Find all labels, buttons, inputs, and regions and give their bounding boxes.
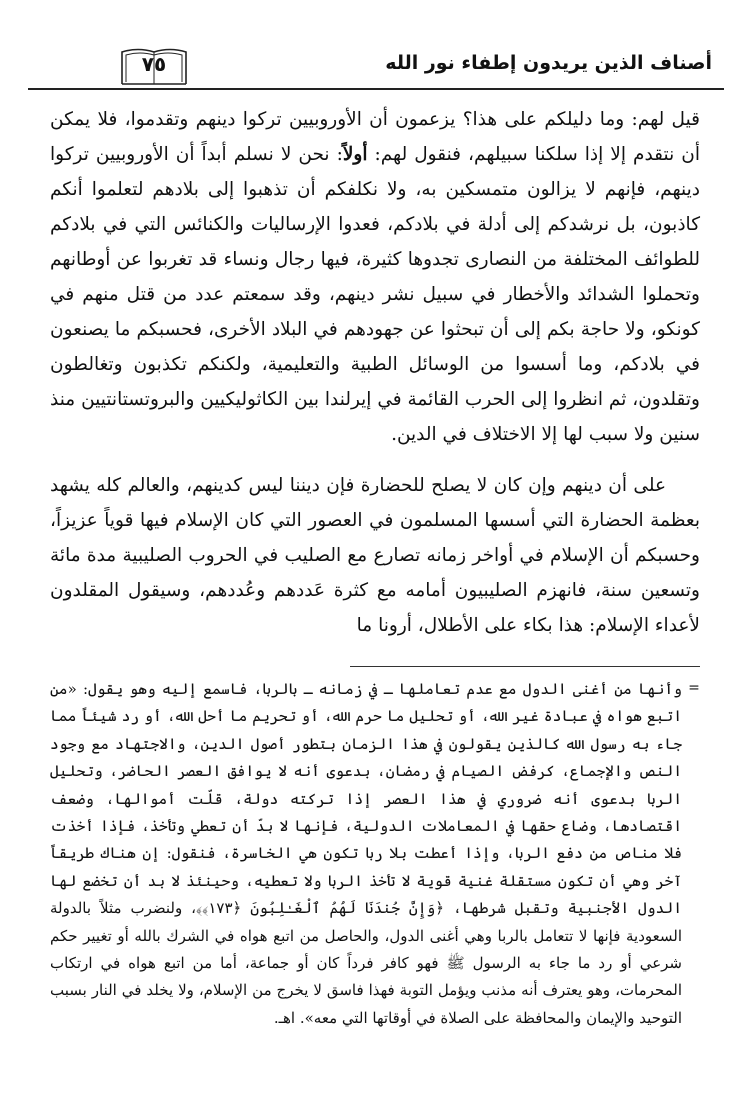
page-header xyxy=(0,0,752,100)
paragraph-1-rest: : نحن لا نسلم أبداً أن الأوروبيين تركوا دينهم، فإنهم لا يزالون متمسكين به، ولا نكلفكم أن تذهبوا إلى بلادهم لتعلموا أنكم كاذبون، بل نرشدكم إلى أدلة في بلادكم، فعدوا الإرساليات والكنائس التي في بلادكم للطوائف المختلفة من النصارى تجدوها كثيرة، فيها رجال ونساء قد تغربوا عن أوطانهم وتحملوا الشدائد والأخطار في سبيل نشر دينهم، وقد سمعتم عدد من قتل منهم في كونكو، ولا حاجة بكم إلى أن تبحثوا عن جهودهم في البلاد الأخرى، فحسبكم ما يصنعون في بلادكم، وما أسسوا من الوسائل الطبية والتعليمية، ولكنكم تكذبون وتغالطون وتقلدون، ثم انظروا إلى الحرب القائمة في إيرلندا بين الكاثوليكيين والبروتستانتيين منذ سنين ولا سبب لها إلا الاختلاف في الدين. xyxy=(50,144,700,445)
page-number: ٧٥ xyxy=(141,52,167,76)
running-title: أصناف الذين يريدون إطفاء نور الله xyxy=(385,52,712,74)
footnote-separator xyxy=(350,666,700,667)
firstly-label: أولاً xyxy=(342,144,368,165)
header-rule xyxy=(28,88,724,90)
page-number-badge xyxy=(120,46,188,86)
main-text xyxy=(50,102,700,643)
footnote-continuation-marker: = xyxy=(688,680,700,696)
paragraph-2: على أن دينهم وإن كان لا يصلح للحضارة فإن ديننا ليس كدينهم، والعالم كله يشهد بعظمة الحضارة التي أسسها المسلمون في العصور التي كان الإسلام فيها قوياً عزيزاً، وحسبكم أن الإسلام في أواخر زمانه تصارع مع الصليب في الحروب الصليبية مدة مائة وتسعين سنة، فانهزم الصليبيون أمامه مع كثرة عَددهم وعُددهم، وسيقول المقلدون لأعداء الإسلام: هذا بكاء على الأطلال، أرونا ما xyxy=(50,475,700,636)
paragraph-1-start: قيل لهم: وما دليلكم على هذا؟ يزعمون أن الأوروبيين تركوا دينهم وتقدموا، فلا يمكن أن نتقدم إلا إذا سلكنا سبيلهم، فنقول لهم: xyxy=(50,109,701,165)
paragraph-1 xyxy=(50,102,700,452)
footnote-text: وأنها من أغنى الدول مع عدم تعاملها ـ في زمانه ـ بالربا، فاسمع إليه وهو يقول: «من اتبع هواه في عبادة غير الله، أو تحليل ما حرم الله، أو تحريم ما أحل الله، أو رد شيئاً مما جاء به رسول الله كالذين يقولون في هذا الزمان بتطور أصول الدين، والاجتهاد مع وجود النص والإجماع، كرفض الصيام في رمضان، بدعوى أنه لا يوافق العصر الحاضر، وتحليل الربا بدعوى أنه ضروري في هذا العصر إذا تركته دولة، قلّت أموالها، وضعف اقتصادها، وضاع حقها في المعاملات الدولية، فإنها لا بدّ أن تعطي وتأخذ، فإذا أخذت فلا مناص من دفع الربا، وإذا أعطت بلا ربا تكون هي الخاسرة، فنقول: إن هناك طريقاً آخر وهي أن تكون مستقلة غنية قوية لا تأخذ الربا ولا تعطيه، وحينئذ لا بد أن تخضع لها الدول الأجنبية وتقبل شرطها، ﴿وَإِنَّ جُندَنَا لَهُمُ ٱلْغَـٰلِبُونَ ﴿١٧٣﴾﴾، ولنضرب مثلاً بالدولة السعودية فإنها لا تتعامل بالربا وهي أغنى الدول، والحاصل من اتبع هواه في الشرك بالله أو تغيير حكم شرعي أو رد ما جاء به الرسول ﷺ فهو كافر فرداً كان أو جماعة، أما من اتبع هواه في ارتكاب المحرمات، وهو يعترف أنه مذنب ويؤمل التوبة فهذا فاسق لا يخرج من الإسلام، ولا يخلد في النار بسبب التوحيد والإيمان والمحافظة على الصلاة في أوقاتها التي معه». اهـ. xyxy=(50,680,683,1027)
